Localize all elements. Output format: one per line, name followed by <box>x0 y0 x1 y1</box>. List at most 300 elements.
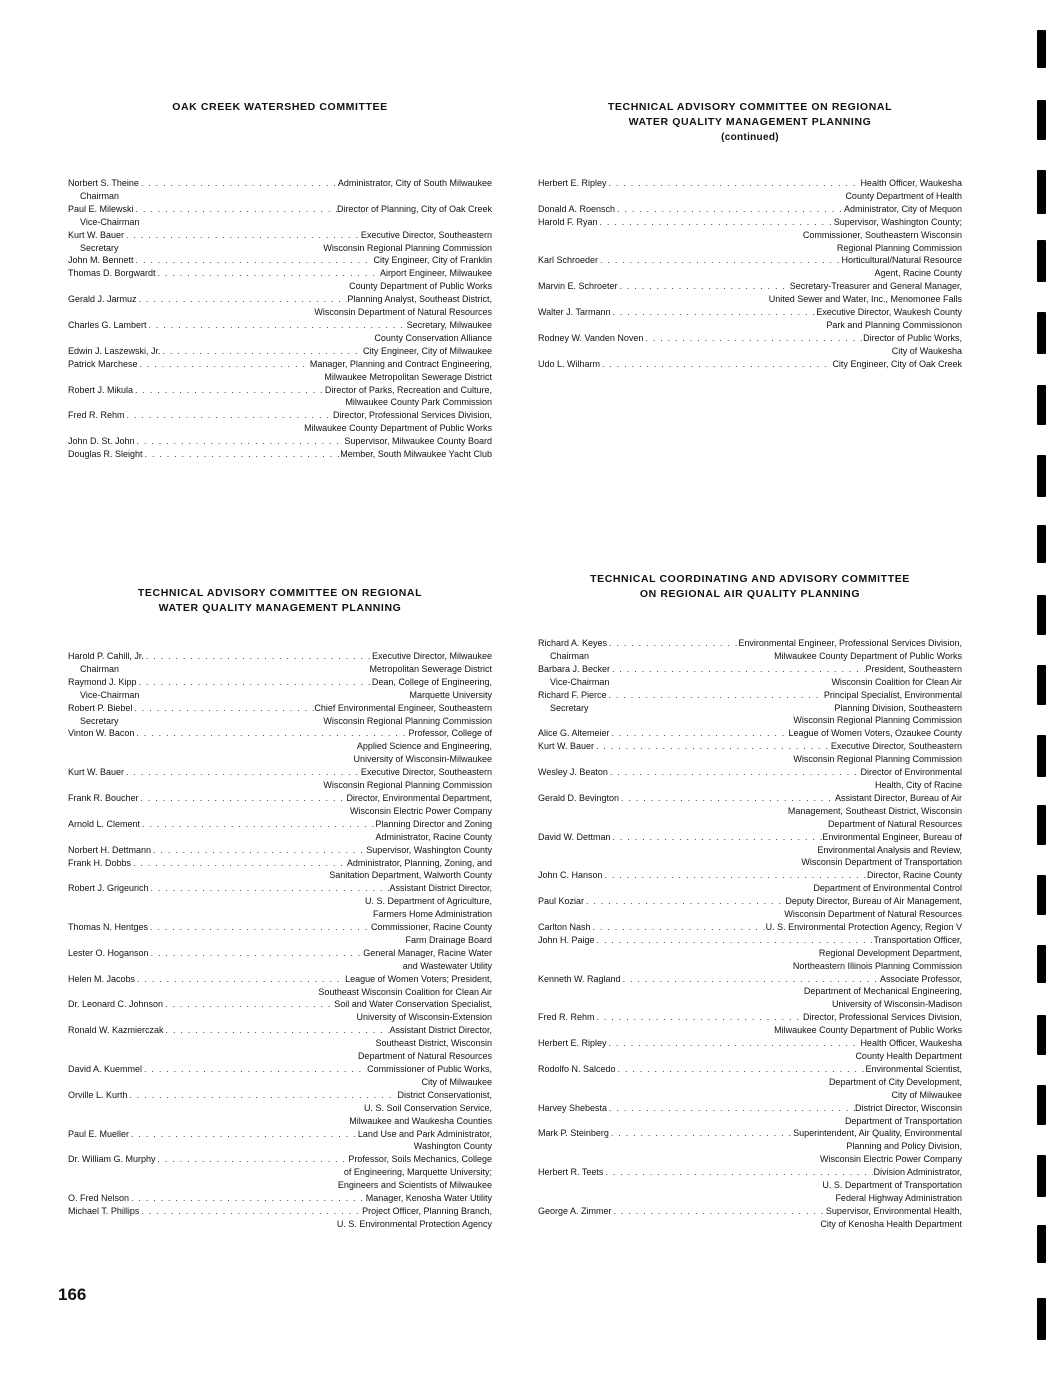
member-title-line: Planning Division, Southeastern <box>834 702 962 713</box>
member-name: Harold F. Ryan <box>538 216 598 227</box>
member-title-line: Department of Natural Resources <box>827 818 962 829</box>
member-title-line: Department of Mechanical Engineering, <box>803 986 962 997</box>
member-name: Herbert E. Ripley <box>538 178 607 188</box>
member-title-line: Assistant District Director, <box>389 1025 492 1036</box>
leader-dots <box>145 448 341 461</box>
leader-dots <box>617 203 844 216</box>
member-entry <box>68 921 492 947</box>
member-title-line: of Engineering, Marquette University; <box>343 1167 492 1178</box>
member-entry <box>538 203 962 216</box>
leader-dots <box>166 1024 390 1037</box>
member-entry <box>68 1063 492 1089</box>
member-title-line <box>119 190 492 203</box>
member-name: Walter J. Tarmann <box>538 307 611 318</box>
member-name: Lester O. Hoganson <box>68 947 149 958</box>
leader-dots <box>612 727 789 740</box>
member-title-line: County Department of Health <box>845 190 962 201</box>
member-title-line: City Engineer, City of Franklin <box>373 255 492 266</box>
member-title-line: University of Wisconsin-Madison <box>831 999 962 1010</box>
leader-dots <box>602 358 832 371</box>
member-entry <box>68 650 492 676</box>
member-title-line: Sanitation Department, Walworth County <box>329 870 492 881</box>
member-title-line: Supervisor, Washington County; <box>833 216 962 227</box>
member-title-line: United Sewer and Water, Inc., Menomonee Falls <box>768 294 962 305</box>
member-title-line: Marquette University <box>409 689 492 700</box>
member-entry <box>538 792 962 831</box>
edge-mark <box>1037 1225 1046 1263</box>
leader-dots <box>593 921 766 934</box>
section-title-line: TECHNICAL ADVISORY COMMITTEE ON REGIONAL <box>137 587 423 599</box>
member-name: Gerald J. Jarmuz <box>68 294 137 305</box>
leader-dots <box>600 216 834 229</box>
member-title-line: Wisconsin Electric Power Company <box>349 805 492 816</box>
member-entry <box>538 934 962 973</box>
member-title-line: Chief Environmental Engineer, Southeastern <box>314 702 492 713</box>
member-entry <box>68 435 492 448</box>
member-title-line: Wisconsin Department of Natural Resources <box>784 909 962 920</box>
scan-edge-marks <box>1017 0 1057 1380</box>
section-title <box>68 586 492 616</box>
member-title-line <box>139 216 492 229</box>
member-role: Chairman <box>550 650 590 661</box>
leader-dots <box>163 345 363 358</box>
member-name: Wesley J. Beaton <box>538 767 608 778</box>
member-title-line: Farm Drainage Board <box>405 934 492 945</box>
member-entry <box>538 280 962 306</box>
member-name: Gerald D. Bevington <box>538 792 620 803</box>
member-role: Chairman <box>80 190 120 201</box>
member-list <box>538 177 962 371</box>
edge-mark <box>1037 595 1046 635</box>
member-title-line: Department of City Development, <box>828 1076 962 1087</box>
member-name: Rodney W. Vanden Noven <box>538 332 644 343</box>
member-name: Kenneth W. Ragland <box>538 973 621 984</box>
member-title-line: Environmental Engineer, Professional Services Division, <box>738 638 962 648</box>
member-title-line: Director, Environmental Department, <box>346 792 492 803</box>
leader-dots <box>609 1037 861 1050</box>
member-name: Edwin J. Laszewski, Jr. <box>68 345 161 356</box>
member-title-line: President, Southeastern <box>865 663 962 674</box>
leader-dots <box>614 1205 826 1218</box>
member-entry <box>538 1102 962 1128</box>
member-title-line: Health Officer, Waukesha <box>860 1038 962 1049</box>
section-water-quality-continued <box>538 100 962 369</box>
member-title-line: Project Officer, Planning Branch, <box>362 1205 492 1216</box>
member-title-line: City Engineer, City of Oak Creek <box>832 358 962 369</box>
leader-dots <box>141 792 347 805</box>
section-oak-creek <box>68 100 492 460</box>
leader-dots <box>158 267 380 280</box>
member-title-line: Management, Southeast District, Wisconsin <box>787 805 962 816</box>
leader-dots <box>137 973 345 986</box>
member-entry <box>538 1037 962 1063</box>
section-title-line: TECHNICAL COORDINATING AND ADVISORY COMMITTEE <box>590 573 910 585</box>
leader-dots <box>137 435 345 448</box>
leader-dots <box>139 293 348 306</box>
member-entry <box>68 1024 492 1063</box>
member-title-line: Professor, Soils Mechanics, College <box>348 1154 492 1165</box>
member-title-line: Health, City of Racine <box>874 779 962 790</box>
leader-dots <box>611 1127 793 1140</box>
member-name: Paul E. Mueller <box>68 1128 130 1139</box>
member-entry <box>68 254 492 267</box>
member-title-line: U. S. Department of Transportation <box>822 1180 962 1191</box>
edge-mark <box>1037 1085 1046 1125</box>
leader-dots <box>609 689 824 702</box>
member-entry <box>68 319 492 345</box>
member-name: Kurt W. Bauer <box>68 229 125 240</box>
member-entry <box>538 727 962 740</box>
member-name: Michael T. Phillips <box>68 1205 140 1216</box>
edge-mark <box>1037 170 1046 214</box>
page-number: 166 <box>58 1285 87 1304</box>
member-name: Kurt W. Bauer <box>538 741 595 752</box>
member-name: Norbert S. Theine <box>68 178 139 188</box>
member-entry <box>68 818 492 844</box>
member-entry <box>538 689 962 728</box>
member-entry <box>538 332 962 358</box>
member-title-line: Soil and Water Conservation Specialist, <box>334 999 492 1010</box>
member-role: Secretary <box>80 715 119 726</box>
member-title-line: Executive Director, Southeastern <box>830 741 962 752</box>
member-entry <box>68 345 492 358</box>
member-title-line: Environmental Engineer, Bureau of <box>822 831 962 842</box>
member-title-line: Executive Director, Waukesh County <box>816 307 962 318</box>
member-title-line: Principal Specialist, Environmental <box>823 689 962 700</box>
member-title-line: University of Wisconsin-Milwaukee <box>353 754 492 765</box>
member-entry <box>68 1153 492 1192</box>
member-title-line: District Conservationist, <box>397 1089 492 1100</box>
member-name: Robert J. Grigeurich <box>68 883 149 894</box>
member-name: Orville L. Kurth <box>68 1089 128 1100</box>
section-air-quality <box>538 572 962 1229</box>
leader-dots <box>610 766 861 779</box>
member-title-line: Wisconsin Regional Planning Commission <box>793 715 962 726</box>
member-title-line: District Director, Wisconsin <box>854 1102 962 1113</box>
section-title <box>538 100 962 145</box>
member-title-line: Southeast District, Wisconsin <box>375 1038 492 1049</box>
member-entry <box>68 676 492 702</box>
leader-dots <box>144 1063 367 1076</box>
member-title-line: Executive Director, Milwaukee <box>371 651 492 661</box>
member-title-line: City Engineer, City of Milwaukee <box>362 345 492 356</box>
member-name: Charles G. Lambert <box>68 319 147 330</box>
spacer <box>538 714 589 727</box>
member-title-line: Commissioner, Racine County <box>370 922 492 933</box>
member-name: Harvey Shebesta <box>538 1102 608 1113</box>
edge-mark <box>1037 735 1046 777</box>
member-entry <box>68 702 492 728</box>
member-entry <box>538 216 962 255</box>
member-entry <box>68 766 492 792</box>
member-entry <box>538 1063 962 1102</box>
member-name: George A. Zimmer <box>538 1205 612 1216</box>
leader-dots <box>146 650 372 663</box>
member-entry <box>68 448 492 461</box>
leader-dots <box>151 947 364 960</box>
member-entry <box>68 229 492 255</box>
leader-dots <box>153 844 366 857</box>
member-name: Donald A. Roensch <box>538 203 616 214</box>
leader-dots <box>609 1102 855 1115</box>
member-entry <box>538 895 962 921</box>
member-entry <box>68 1192 492 1205</box>
member-title-line: Transportation Officer, <box>873 934 962 945</box>
edge-mark <box>1037 665 1046 705</box>
leader-dots <box>618 1063 866 1076</box>
member-entry <box>68 203 492 229</box>
member-title-line: Director, Professional Services Division, <box>802 1012 962 1023</box>
member-entry <box>538 1166 962 1205</box>
edge-mark <box>1037 1298 1046 1340</box>
member-title-line: U. S. Environmental Protection Agency, Region V <box>765 921 962 932</box>
member-entry <box>538 1205 962 1231</box>
member-entry <box>68 1128 492 1154</box>
member-title-line: County Conservation Alliance <box>374 332 492 343</box>
member-title-line: Secretary, Milwaukee <box>406 319 492 330</box>
leader-dots <box>613 306 817 319</box>
member-name: Herbert E. Ripley <box>538 1038 607 1049</box>
member-title-line: Professor, College of <box>408 728 492 739</box>
member-title-line: General Manager, Racine Water <box>363 947 492 958</box>
leader-dots <box>130 1089 398 1102</box>
leader-dots <box>597 934 874 947</box>
leader-dots <box>139 676 372 689</box>
leader-dots <box>140 358 310 371</box>
member-title-line: Administrator, Racine County <box>375 831 492 842</box>
member-entry <box>68 1089 492 1128</box>
section-water-quality <box>68 586 492 1229</box>
member-title-line: University of Wisconsin-Extension <box>356 1012 492 1023</box>
member-name: Udo L. Wilharm <box>538 358 601 369</box>
edge-mark <box>1037 945 1046 983</box>
member-name: Dr. William G. Murphy <box>68 1154 156 1165</box>
member-name: Dr. Leonard C. Johnson <box>68 999 164 1010</box>
leader-dots <box>150 921 371 934</box>
member-name: O. Fred Nelson <box>68 1193 130 1204</box>
member-entry <box>538 254 962 280</box>
member-title-line: Engineers and Scientists of Milwaukee <box>337 1180 492 1191</box>
member-entry <box>538 869 962 895</box>
member-title-line: Washington County <box>413 1141 492 1152</box>
member-title-line: Supervisor, Milwaukee County Board <box>344 436 492 447</box>
member-entry <box>68 358 492 384</box>
member-title-line: Applied Science and Engineering, <box>356 741 492 752</box>
member-title-line: Secretary-Treasurer and General Manager, <box>789 281 962 292</box>
member-name: Thomas D. Borgwardt <box>68 268 156 279</box>
member-entry <box>68 177 492 203</box>
leader-dots <box>165 998 334 1011</box>
edge-mark <box>1037 805 1046 845</box>
member-title-line: County Department of Public Works <box>349 281 492 292</box>
member-title-line: Farmers Home Administration <box>372 909 492 920</box>
edge-mark <box>1037 1015 1046 1055</box>
member-name: Paul Koziar <box>538 896 585 907</box>
leader-dots <box>127 409 333 422</box>
member-title-line: Agent, Racine County <box>874 268 962 279</box>
leader-dots <box>605 1166 873 1179</box>
edge-mark <box>1037 385 1046 425</box>
member-title-line: and Wastewater Utility <box>402 960 492 971</box>
member-entry <box>538 921 962 934</box>
section-title-line: OAK CREEK WATERSHED COMMITTEE <box>172 101 388 113</box>
member-name: David W. Dettman <box>538 831 611 842</box>
member-title-line: Wisconsin Department of Natural Resources <box>314 307 492 318</box>
leader-dots <box>136 203 337 216</box>
member-entry <box>538 663 962 689</box>
member-title-line: Wisconsin Coalition for Clean Air <box>831 676 962 687</box>
leader-dots <box>613 831 823 844</box>
leader-dots <box>136 254 374 267</box>
member-name: Vinton W. Bacon <box>68 728 135 739</box>
leader-dots <box>142 818 375 831</box>
member-name: Paul E. Milewski <box>68 203 134 214</box>
member-title-line: Milwaukee County Department of Public Works <box>774 650 962 661</box>
member-entry <box>68 857 492 883</box>
member-role: Secretary <box>80 242 119 253</box>
member-title-line: Milwaukee County Park Commission <box>345 397 492 408</box>
member-name: Fred R. Rehm <box>538 1012 595 1023</box>
member-entry <box>68 267 492 293</box>
leader-dots <box>605 869 867 882</box>
member-title-line: Department of Natural Resources <box>357 1051 492 1062</box>
member-name: John M. Bennett <box>68 255 134 266</box>
section-title-line: TECHNICAL ADVISORY COMMITTEE ON REGIONAL <box>607 101 893 113</box>
member-name: Arnold L. Clement <box>68 818 141 829</box>
member-title-line: Wisconsin Regional Planning Commission <box>323 715 492 726</box>
member-title-line: Environmental Analysis and Review, <box>817 844 962 855</box>
member-list <box>68 177 492 461</box>
member-name: Robert P. Biebel <box>68 702 133 713</box>
member-title-line: Land Use and Park Administrator, <box>357 1128 492 1139</box>
member-name: David A. Kuemmel <box>68 1064 143 1074</box>
member-entry <box>538 831 962 870</box>
member-name: Richard A. Keyes <box>538 638 608 648</box>
section-title <box>68 100 492 115</box>
member-title-line: Commissioner, Southeastern Wisconsin <box>802 229 962 240</box>
member-role: Vice-Chairman <box>80 216 140 227</box>
member-entry <box>68 973 492 999</box>
member-title-line: Executive Director, Southeastern <box>360 229 492 240</box>
member-role: Secretary <box>550 702 589 713</box>
member-title-line: Director, Racine County <box>866 870 962 881</box>
member-name: Alice G. Altemeier <box>538 728 610 739</box>
member-title-line: Wisconsin Regional Planning Commission <box>323 780 492 791</box>
member-title-line: Environmental Scientist, <box>865 1063 962 1074</box>
member-title-line: Director, Professional Services Division, <box>332 410 492 421</box>
edge-mark <box>1037 30 1046 68</box>
member-name: Frank H. Dobbs <box>68 857 132 868</box>
member-title-line: Division Administrator, <box>873 1167 962 1178</box>
edge-mark <box>1037 455 1046 497</box>
member-name: Mark P. Steinberg <box>538 1128 609 1139</box>
member-entry <box>68 998 492 1024</box>
member-title-line: Administrator, City of Mequon <box>843 203 962 214</box>
member-entry <box>538 766 962 792</box>
leader-dots <box>126 766 361 779</box>
leader-dots <box>597 1011 803 1024</box>
member-name: Frank R. Boucher <box>68 792 139 803</box>
leader-dots <box>596 740 831 753</box>
member-title-line: Administrator, Planning, Zoning, and <box>346 857 492 868</box>
member-entry <box>538 1127 962 1166</box>
member-name: Marvin E. Schroeter <box>538 281 618 292</box>
member-title-line: Administrator, City of South Milwaukee <box>337 178 492 188</box>
member-name: Ronald W. Kazmierczak <box>68 1025 164 1036</box>
member-title-line: League of Women Voters, Ozaukee County <box>788 728 962 739</box>
member-title-line: County Health Department <box>855 1051 962 1061</box>
member-entry <box>68 1205 492 1231</box>
leader-dots <box>609 637 738 650</box>
member-title-line: Deputy Director, Bureau of Air Management, <box>785 896 962 907</box>
member-title-line: Associate Professor, <box>879 973 962 984</box>
member-title-line: Health Officer, Waukesha <box>860 178 962 188</box>
member-entry <box>538 306 962 332</box>
leader-dots <box>141 177 338 190</box>
member-title-line: Commissioner of Public Works, <box>367 1064 492 1074</box>
member-title-line: Dean, College of Engineering, <box>371 676 492 687</box>
member-name: Rodolfo N. Salcedo <box>538 1063 616 1074</box>
leader-dots <box>126 229 361 242</box>
edge-mark <box>1037 100 1046 140</box>
member-title-line: City of Milwaukee <box>891 1089 962 1100</box>
member-title-line: Assistant Director, Bureau of Air <box>834 792 962 803</box>
leader-dots <box>151 882 390 895</box>
member-name: Robert J. Mikula <box>68 384 134 395</box>
member-title-line: Executive Director, Southeastern <box>360 767 492 778</box>
member-entry <box>68 727 492 766</box>
member-entry <box>68 947 492 973</box>
leader-dots <box>623 973 880 986</box>
member-title-line: Northeastern Illinois Planning Commission <box>792 960 962 971</box>
member-entry <box>538 358 962 371</box>
member-title-line: City of Milwaukee <box>421 1076 492 1087</box>
member-title-line: Planning Director and Zoning <box>375 818 492 829</box>
member-title-line: Director of Parks, Recreation and Culture, <box>324 384 492 395</box>
leader-dots <box>131 1128 358 1141</box>
member-name: Barbara J. Becker <box>538 663 611 674</box>
member-title-line: Supervisor, Environmental Health, <box>825 1205 962 1216</box>
member-title-line: City of Kenosha Health Department <box>820 1218 962 1229</box>
edge-mark <box>1037 312 1046 354</box>
member-entry <box>68 293 492 319</box>
member-name: Norbert H. Dettmann <box>68 844 152 855</box>
member-title-line: Wisconsin Department of Transportation <box>801 857 962 868</box>
member-title-line: Airport Engineer, Milwaukee <box>379 268 492 279</box>
member-name: Fred R. Rehm <box>68 410 125 421</box>
member-title-line: Manager, Kenosha Water Utility <box>365 1193 492 1204</box>
leader-dots <box>133 857 347 870</box>
member-name: Herbert R. Teets <box>538 1167 604 1178</box>
member-entry <box>538 177 962 203</box>
member-title-line: Planning Analyst, Southeast District, <box>347 294 492 305</box>
member-title-line: Wisconsin Regional Planning Commission <box>323 242 492 253</box>
member-title-line: Planning and Policy Division, <box>846 1141 962 1152</box>
member-name: Carlton Nash <box>538 921 591 932</box>
section-title-line: WATER QUALITY MANAGEMENT PLANNING <box>158 602 402 614</box>
member-entry <box>68 792 492 818</box>
leader-dots <box>645 332 863 345</box>
leader-dots <box>149 319 407 332</box>
member-title-line: Superintendent, Air Quality, Environmental <box>793 1128 962 1139</box>
member-name: Douglas R. Sleight <box>68 449 143 460</box>
member-list <box>538 637 962 1231</box>
member-entry <box>538 637 962 663</box>
member-title-line: Federal Highway Administration <box>835 1192 962 1203</box>
member-title-line: Assistant District Director, <box>389 883 492 894</box>
leader-dots <box>135 384 325 397</box>
leader-dots <box>609 177 861 190</box>
